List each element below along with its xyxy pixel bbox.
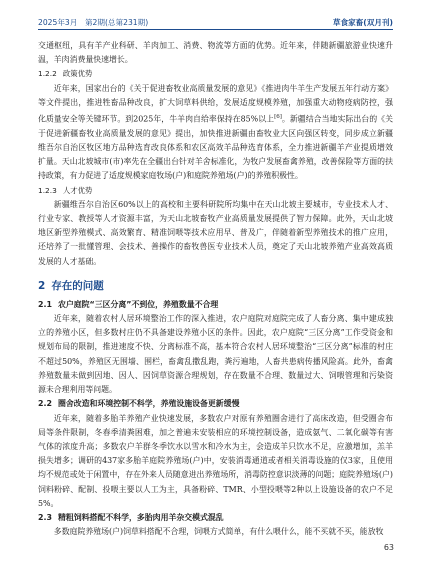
intro-paragraph: 交通枢纽，具有羊产业科研、羊肉加工、消费、物流等方面的优势。近年来，伴随新疆旅游业快速升温，羊肉消费量快速增长。 bbox=[38, 41, 393, 65]
section-title: 农户庭院“三区分离”不到位，养殖数量不合理 bbox=[57, 299, 219, 309]
issue-info: 2025年3月 第2期(总第231期) bbox=[38, 18, 149, 27]
section-title: 存在的问题 bbox=[51, 279, 104, 292]
citation-ref: [6] bbox=[274, 114, 282, 121]
section-heading-2-2 bbox=[38, 397, 393, 411]
section-heading-2 bbox=[38, 279, 393, 293]
section-number: 2 bbox=[38, 279, 46, 292]
section-number: 2.2 bbox=[38, 399, 52, 409]
section-title: 政策优势 bbox=[62, 69, 93, 79]
page-number: 63 bbox=[383, 543, 394, 552]
paragraph-facilities: 近年来，随着多胎羊养殖产业快速发展，多数农户对原有养殖圈舍进行了高床改造，但受圈舍布局等条件限制，冬春季清粪困难，加之普遍未安装相应的环境控制设备，造成氨气、二氧化碳等有害气体的浓度升高；多数农户羊群冬季饮水以雪水和冷水为主，会造成羊只饮水不足，应激增加，羔羊损失增多；调研的437家多胎羊庭院养殖场(户)中，安装消毒通道或者相关消毒设施的仅3家，且使用均不规范或处于闲置中，存在外来人员随意进出养殖场所，消毒防控意识淡薄的问题；庭院养殖场(户)饲料粉碎、配制、投喂主要以人工为主，具备粉碎、TMR、小型投喂等2种以上设施设备的农户不足5%。 bbox=[38, 413, 393, 508]
paragraph-separation: 近年来，随着农村人居环境整治工作的深入推进，农户庭院对庭院完成了人畜分离、集中建成独立的养殖小区，但多数村庄仍不具备建设养殖小区的条件。因此，农户庭院“三区分离”工作受资金和规划布局的限制，推进速度不快、分离标准不高，基本符合农村人居环境整治“三区分离”标准的村庄不超过50%，养殖区无围墙、围栏，畜禽乱撒乱跑，粪污遍地，人畜共患病传播风险高。此外，畜禽养殖数量未做到因地、因人、因饲草资源合理规划，存在数量不合理、数量过大、饲喂管理和污染资源未合理利用等问题。 bbox=[38, 314, 393, 395]
section-heading-2-3 bbox=[38, 511, 393, 525]
section-title: 精粗饲料搭配不科学，多胎肉用羊杂交模式混乱 bbox=[57, 512, 224, 522]
header-rule bbox=[38, 29, 393, 30]
section-number: 2.1 bbox=[38, 299, 52, 309]
running-header bbox=[38, 14, 393, 28]
section-title: 圈舍改造和环境控制不科学，养殖设施设备更新缓慢 bbox=[57, 399, 240, 409]
journal-name: 草食家畜(双月刊) bbox=[332, 18, 393, 27]
paragraph-text: 近年来，国家出台的《关于促进畜牧业高质量发展的意见》《推进肉牛羊生产发展五年行动方案》等文件提出，推进牲畜品种改良，扩大饲草料供给，发展适度规模养殖，加强重大动物疫病防控，强化质量安全等关键环节。到2025年，牛羊肉自给率保持在85%以上 bbox=[38, 83, 393, 124]
paragraph-talent: 新疆维吾尔自治区60%以上的高校和主要科研院所均集中在天山北坡主要城市，专业技术人才、行业专家、教授等人才资源丰富，为天山北坡畜牧产业高质量发展提供了智力保障。此外，天山北坡地区新型养殖模式、高效繁育、精准饲喂等技术应用早、普及广，伴随着新型养殖技术的推广应用，还培养了一批懂管理、会技术、善操作的畜牧兽医专业技术人员，奠定了天山北坡养殖产业高效高质发展的人才基础。 bbox=[38, 199, 393, 266]
paragraph-feeding: 多数庭院养殖场(户)饲草料搭配不合理，饲喂方式简单，有什么喂什么，能不买就不买，能放牧 bbox=[53, 527, 384, 537]
section-number: 1.2.2 bbox=[38, 69, 57, 79]
section-title: 人才优势 bbox=[62, 185, 93, 195]
paragraph-text: 。新疆结合当地实际出台的《关于促进新疆畜牧业高质量发展的意见》提出，加快推进新疆由畜牧业大区向强区转变，同步成立新疆维吾尔自治区牧区地方品种选育改良体系和农区高效羊品种选育体系，全力推进新疆羊产业提质增效扩量。天山北坡城市(市)率先在全疆出台针对羊舍标准化，为牧户发展畜禽养殖，改善保险等方面的扶持政策，有力促进了适度规模家庭牧场(户)和庭院养殖场(户)的养殖积极性。 bbox=[38, 114, 393, 181]
article-body bbox=[38, 39, 393, 539]
paragraph-policy bbox=[38, 82, 393, 184]
section-number: 2.3 bbox=[38, 512, 52, 522]
section-heading-2-1 bbox=[38, 298, 393, 312]
section-heading-1-2-3 bbox=[38, 184, 393, 198]
section-number: 1.2.3 bbox=[38, 185, 57, 195]
section-heading-1-2-2 bbox=[38, 67, 393, 81]
